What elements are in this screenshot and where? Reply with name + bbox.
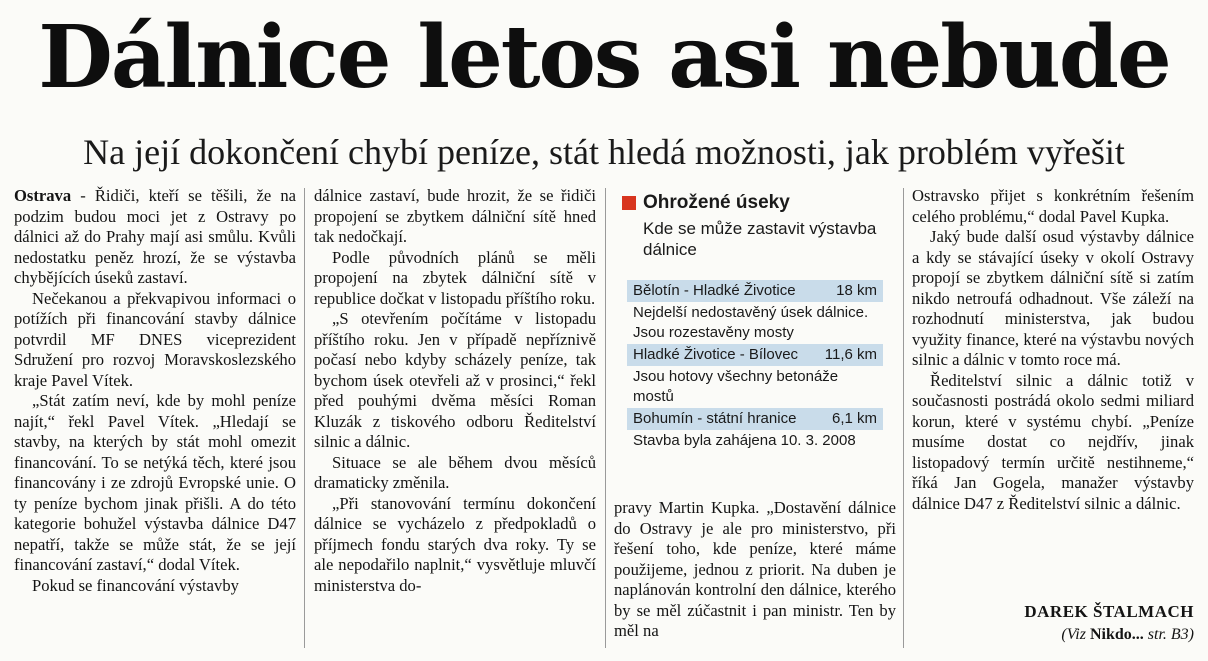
red-square-icon [622,196,636,210]
reference-prefix: (Viz [1061,626,1090,643]
article-paragraph: „S otevřením počítáme v listopadu příštího roku. Jen v případě nepříznivě počasí nebo kdyby scházely peníze, tak bychom úsek otevřeli až v prosinci,“ řekl před pouhými dvěma měsíci Roman Kluzák z tiskového odboru Ředitelství silnic a dálnic. [314,309,596,451]
sidebar-subtitle: Kde se může zastavit výstavba dálnice [643,219,877,259]
article-paragraph: dálnice zastaví, bude hrozit, že se řidiči propojení se zbytkem dálniční sítě hned tak nedočkají. [314,186,596,246]
article-column-3 [614,498,896,642]
article-paragraph: Podle původních plánů se měli propojení na zbytek dálniční sítě v republice dočkat v listopadu příštího roku. [314,247,596,308]
sidebar-header [618,190,884,216]
segment-note: Jsou hotovy všechny betonáže mostů [633,368,839,405]
byline: DAREK ŠTALMACH [1024,602,1194,621]
article-paragraph: „Při stanovování termínu dokončení dálnice se vycházelo z předpokladů o příjmech fondu starých dva roky. Ty se ale nepodařilo naplnit,“ vysvětluje mluvčí ministerstva do- [314,493,596,595]
article-paragraph: Nečekanou a překvapivou informaci o potížích při financování stavby dálnice potvrdil MF DNES viceprezident Sdružení pro rozvoj Moravskoslezského kraje Pavel Vítek. [14,288,296,390]
column-divider [605,188,606,648]
segment-name: Bělotín - Hladké Životice [633,282,796,299]
reference-suffix: str. B3) [1143,626,1194,643]
article-paragraph: „Stát zatím neví, kde by mohl peníze najít,“ řekl Pavel Vítek. „Hledají se stavby, na kterých by stát mohl omezit financování. To se netýká těch, které jsou financovány i ze zdrojů Evropské unie. O ty peníze bychom jinak přišli. A do této kategorie bohužel výstavba dálnice D47 nepatří, takže se může stát, že se její financování zastaví,“ dodal Vítek. [14,391,296,574]
segment-note: Nejdelší nedostavěný úsek dálnice. Jsou rozestavěny mosty [633,304,869,341]
segment-list [627,280,883,452]
article-paragraph: Situace se ale během dvou měsíců dramaticky změnila. [314,452,596,492]
article-column-1 [14,186,296,596]
column-divider [304,188,305,648]
segment-note: Stavba byla zahájena 10. 3. 2008 [633,432,856,449]
segment-bar [627,408,883,430]
sidebar-box [618,190,884,480]
article-paragraph: Pokud se financování výstavby [32,575,239,595]
paragraph-text: - Řidiči, kteří se těšili, že na podzim budou moci jet z Ostravy po dálnici až do Prahy mají asi smůlu. Kvůli nedostatku peněz hrozí, že se výstavba chybějících úseků zastaví. [14,186,296,287]
article-column-4 [912,186,1194,514]
segment-name: Bohumín - státní hranice [633,410,797,427]
segment-bar [627,344,883,366]
segment-name: Hladké Životice - Bílovec [633,346,799,363]
headline: Dálnice letos asi nebude [38,7,1170,108]
page-reference [1061,626,1194,644]
segment-length: 18 km [836,282,877,299]
segment-length: 11,6 km [824,346,877,363]
sidebar-title: Ohrožené úseky [643,192,790,213]
column-divider [903,188,904,648]
subheadline: Na její dokončení chybí peníze, stát hledá možnosti, jak problém vyřešit [83,132,1125,172]
dateline: Ostrava [14,186,72,205]
article-paragraph: Ostravsko přijet s konkrétním řešením celého problému,“ dodal Pavel Kupka. [912,186,1194,226]
segment-bar [627,280,883,302]
segment-length: 6,1 km [831,410,877,427]
article-paragraph [14,186,296,289]
article-paragraph: pravy Martin Kupka. „Dostavění dálnice do Ostravy je ale pro ministerstvo, při řešení toho, kde peníze, které máme použijeme, jednou z priorit. Na duben je naplánován kontrolní den dálnice, kterého by se měl zúčastnit i pan ministr. Ten by měl na [614,498,896,640]
article-paragraph: Jaký bude další osud výstavby dálnice a kdy se stávající úseky v okolí Ostravy propojí se zbytkem dálniční sítě si zatím nikdo netroufá odhadnout. Vše záleží na rozhodnutí ministerstva, jak budou využity finance, které na výstavbu nových silnic a dálnic v tomto roce má. [912,227,1194,369]
reference-title: Nikdo... [1089,626,1144,643]
article-column-2 [314,186,596,596]
article-paragraph: Ředitelství silnic a dálnic totiž v současnosti postrádá okolo sedmi miliard korun, které v systému chybí. „Peníze musíme dostat co nejdřív, jinak listopadový termín určitě nestihneme,“ říká Jan Gogela, manažer výstavby dálnice D47 z Ředitelství silnic a dálnic. [912,370,1194,513]
